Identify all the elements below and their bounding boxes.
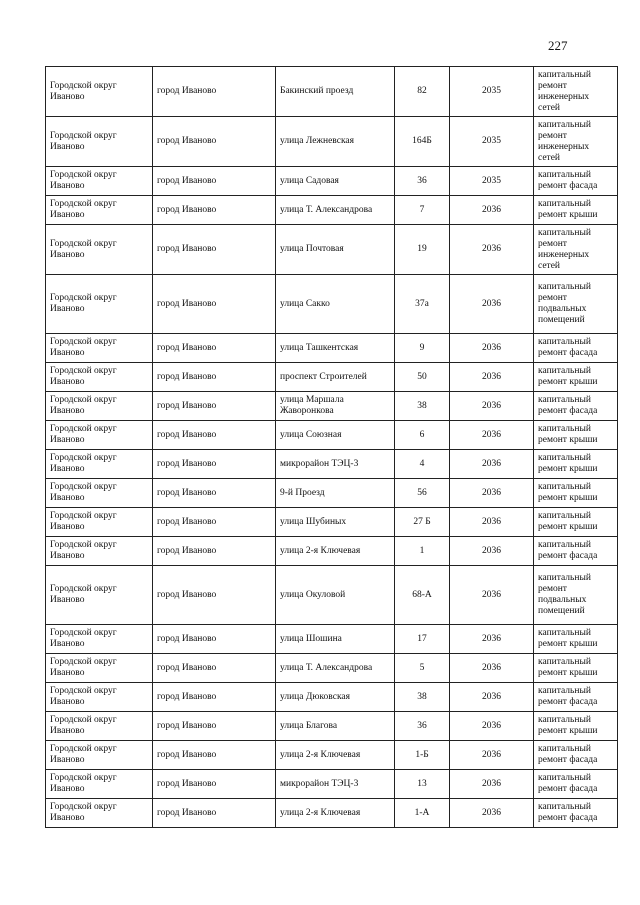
district-cell: Городской округ Иваново <box>46 334 153 363</box>
house-number-cell: 82 <box>395 67 450 117</box>
city-cell: город Иваново <box>153 508 276 537</box>
street-cell: улица Окуловой <box>276 566 395 625</box>
district-cell: Городской округ Иваново <box>46 712 153 741</box>
work-type-cell: капитальный ремонт фасада <box>534 683 618 712</box>
house-number-cell: 13 <box>395 770 450 799</box>
city-cell: город Иваново <box>153 799 276 828</box>
work-type-cell: капитальный ремонт крыши <box>534 450 618 479</box>
city-cell: город Иваново <box>153 625 276 654</box>
city-cell: город Иваново <box>153 450 276 479</box>
work-type-cell: капитальный ремонт крыши <box>534 508 618 537</box>
house-number-cell: 38 <box>395 392 450 421</box>
table-row <box>46 225 618 275</box>
city-cell: город Иваново <box>153 566 276 625</box>
city-cell: город Иваново <box>153 67 276 117</box>
year-cell: 2036 <box>450 479 534 508</box>
work-type-cell: капитальный ремонт крыши <box>534 479 618 508</box>
work-type-cell: капитальный ремонт фасада <box>534 741 618 770</box>
house-number-cell: 7 <box>395 196 450 225</box>
city-cell: город Иваново <box>153 537 276 566</box>
year-cell: 2036 <box>450 508 534 537</box>
house-number-cell: 37а <box>395 275 450 334</box>
street-cell: улица 2-я Ключевая <box>276 799 395 828</box>
table-row <box>46 421 618 450</box>
year-cell: 2036 <box>450 537 534 566</box>
district-cell: Городской округ Иваново <box>46 167 153 196</box>
year-cell: 2036 <box>450 450 534 479</box>
street-cell: улица Союзная <box>276 421 395 450</box>
table-row <box>46 770 618 799</box>
city-cell: город Иваново <box>153 167 276 196</box>
registry-table <box>45 66 618 828</box>
district-cell: Городской округ Иваново <box>46 67 153 117</box>
work-type-cell: капитальный ремонт фасада <box>534 799 618 828</box>
city-cell: город Иваново <box>153 225 276 275</box>
city-cell: город Иваново <box>153 275 276 334</box>
table-row <box>46 799 618 828</box>
house-number-cell: 6 <box>395 421 450 450</box>
table-row <box>46 392 618 421</box>
table-row <box>46 196 618 225</box>
work-type-cell: капитальный ремонт фасада <box>534 334 618 363</box>
street-cell: улица Благова <box>276 712 395 741</box>
street-cell: улица Т. Александрова <box>276 654 395 683</box>
district-cell: Городской округ Иваново <box>46 770 153 799</box>
year-cell: 2036 <box>450 392 534 421</box>
work-type-cell: капитальный ремонт крыши <box>534 712 618 741</box>
street-cell: улица Т. Александрова <box>276 196 395 225</box>
year-cell: 2036 <box>450 683 534 712</box>
work-type-cell: капитальный ремонт крыши <box>534 625 618 654</box>
year-cell: 2036 <box>450 275 534 334</box>
house-number-cell: 19 <box>395 225 450 275</box>
street-cell: улица Почтовая <box>276 225 395 275</box>
work-type-cell: капитальный ремонт подвальных помещений <box>534 566 618 625</box>
street-cell: улица Дюковская <box>276 683 395 712</box>
district-cell: Городской округ Иваново <box>46 566 153 625</box>
table-row <box>46 479 618 508</box>
table-row <box>46 67 618 117</box>
house-number-cell: 36 <box>395 712 450 741</box>
city-cell: город Иваново <box>153 712 276 741</box>
house-number-cell: 56 <box>395 479 450 508</box>
year-cell: 2035 <box>450 167 534 196</box>
city-cell: город Иваново <box>153 741 276 770</box>
house-number-cell: 27 Б <box>395 508 450 537</box>
table-row <box>46 712 618 741</box>
district-cell: Городской округ Иваново <box>46 117 153 167</box>
house-number-cell: 4 <box>395 450 450 479</box>
year-cell: 2036 <box>450 334 534 363</box>
house-number-cell: 38 <box>395 683 450 712</box>
page-number: 227 <box>548 38 568 53</box>
house-number-cell: 1-А <box>395 799 450 828</box>
district-cell: Городской округ Иваново <box>46 363 153 392</box>
house-number-cell: 9 <box>395 334 450 363</box>
table-row <box>46 566 618 625</box>
table-row <box>46 625 618 654</box>
year-cell: 2036 <box>450 770 534 799</box>
year-cell: 2036 <box>450 363 534 392</box>
year-cell: 2036 <box>450 654 534 683</box>
street-cell: микрорайон ТЭЦ-3 <box>276 770 395 799</box>
house-number-cell: 68-А <box>395 566 450 625</box>
city-cell: город Иваново <box>153 392 276 421</box>
city-cell: город Иваново <box>153 770 276 799</box>
year-cell: 2036 <box>450 741 534 770</box>
year-cell: 2036 <box>450 421 534 450</box>
year-cell: 2035 <box>450 117 534 167</box>
year-cell: 2036 <box>450 625 534 654</box>
table-row <box>46 508 618 537</box>
table-row <box>46 334 618 363</box>
street-cell: Бакинский проезд <box>276 67 395 117</box>
table-row <box>46 450 618 479</box>
work-type-cell: капитальный ремонт крыши <box>534 421 618 450</box>
work-type-cell: капитальный ремонт крыши <box>534 654 618 683</box>
year-cell: 2036 <box>450 799 534 828</box>
district-cell: Городской округ Иваново <box>46 421 153 450</box>
house-number-cell: 5 <box>395 654 450 683</box>
district-cell: Городской округ Иваново <box>46 654 153 683</box>
district-cell: Городской округ Иваново <box>46 275 153 334</box>
work-type-cell: капитальный ремонт крыши <box>534 363 618 392</box>
district-cell: Городской округ Иваново <box>46 741 153 770</box>
work-type-cell: капитальный ремонт инженерных сетей <box>534 67 618 117</box>
table-row <box>46 741 618 770</box>
table-row <box>46 683 618 712</box>
street-cell: улица Садовая <box>276 167 395 196</box>
city-cell: город Иваново <box>153 654 276 683</box>
district-cell: Городской округ Иваново <box>46 225 153 275</box>
district-cell: Городской округ Иваново <box>46 196 153 225</box>
work-type-cell: капитальный ремонт инженерных сетей <box>534 225 618 275</box>
city-cell: город Иваново <box>153 334 276 363</box>
table-row <box>46 167 618 196</box>
street-cell: улица Шубиных <box>276 508 395 537</box>
house-number-cell: 164Б <box>395 117 450 167</box>
work-type-cell: капитальный ремонт фасада <box>534 537 618 566</box>
house-number-cell: 50 <box>395 363 450 392</box>
street-cell: улица Маршала Жаворонкова <box>276 392 395 421</box>
house-number-cell: 1 <box>395 537 450 566</box>
work-type-cell: капитальный ремонт подвальных помещений <box>534 275 618 334</box>
city-cell: город Иваново <box>153 196 276 225</box>
table-row <box>46 537 618 566</box>
district-cell: Городской округ Иваново <box>46 392 153 421</box>
district-cell: Городской округ Иваново <box>46 537 153 566</box>
year-cell: 2035 <box>450 67 534 117</box>
work-type-cell: капитальный ремонт фасада <box>534 392 618 421</box>
house-number-cell: 36 <box>395 167 450 196</box>
year-cell: 2036 <box>450 225 534 275</box>
registry-rows <box>46 67 618 828</box>
street-cell: улица Ташкентская <box>276 334 395 363</box>
city-cell: город Иваново <box>153 363 276 392</box>
district-cell: Городской округ Иваново <box>46 683 153 712</box>
table-row <box>46 363 618 392</box>
district-cell: Городской округ Иваново <box>46 450 153 479</box>
city-cell: город Иваново <box>153 117 276 167</box>
work-type-cell: капитальный ремонт фасада <box>534 167 618 196</box>
house-number-cell: 1-Б <box>395 741 450 770</box>
street-cell: улица 2-я Ключевая <box>276 537 395 566</box>
year-cell: 2036 <box>450 566 534 625</box>
street-cell: улица Шошина <box>276 625 395 654</box>
street-cell: улица Лежневская <box>276 117 395 167</box>
district-cell: Городской округ Иваново <box>46 799 153 828</box>
year-cell: 2036 <box>450 196 534 225</box>
district-cell: Городской округ Иваново <box>46 508 153 537</box>
table-row <box>46 654 618 683</box>
table-row <box>46 275 618 334</box>
street-cell: микрорайон ТЭЦ-3 <box>276 450 395 479</box>
city-cell: город Иваново <box>153 421 276 450</box>
street-cell: проспект Строителей <box>276 363 395 392</box>
city-cell: город Иваново <box>153 683 276 712</box>
work-type-cell: капитальный ремонт крыши <box>534 196 618 225</box>
year-cell: 2036 <box>450 712 534 741</box>
street-cell: 9-й Проезд <box>276 479 395 508</box>
district-cell: Городской округ Иваново <box>46 625 153 654</box>
work-type-cell: капитальный ремонт фасада <box>534 770 618 799</box>
table-row <box>46 117 618 167</box>
street-cell: улица 2-я Ключевая <box>276 741 395 770</box>
house-number-cell: 17 <box>395 625 450 654</box>
work-type-cell: капитальный ремонт инженерных сетей <box>534 117 618 167</box>
district-cell: Городской округ Иваново <box>46 479 153 508</box>
street-cell: улица Сакко <box>276 275 395 334</box>
city-cell: город Иваново <box>153 479 276 508</box>
